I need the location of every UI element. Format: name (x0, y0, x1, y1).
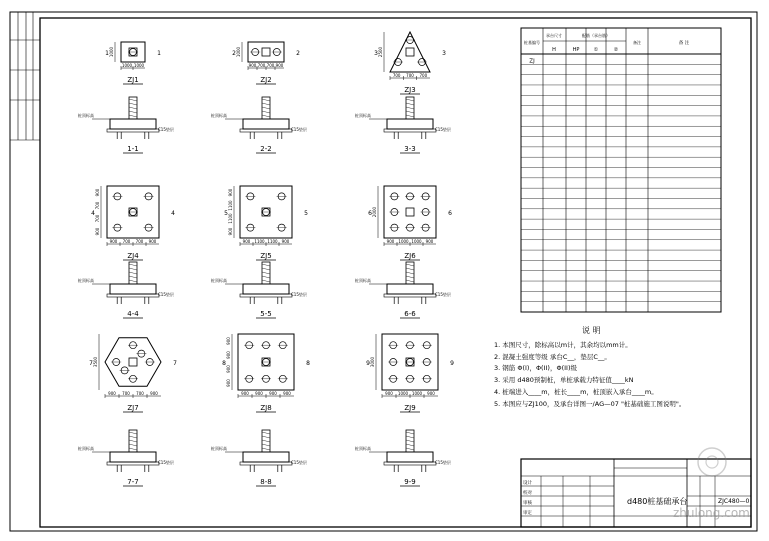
level-label: 桩顶标高 (78, 446, 94, 451)
dim-value: 900 (248, 63, 257, 68)
title-row-1: 设计 (523, 481, 532, 486)
column-hatch (262, 280, 270, 282)
footing-sections (78, 97, 451, 486)
note-line-1: 1. 本图尺寸，除标高以m计，其余均以mm计。 (494, 341, 632, 349)
footing-zj3 (374, 32, 446, 94)
section-marker-left: 3 (374, 50, 378, 57)
level-label: 桩顶标高 (211, 113, 227, 118)
dim-value: 900 (281, 239, 290, 244)
section-cap (110, 452, 156, 462)
dim-value: 900 (109, 239, 118, 244)
level-label: 桩顶标高 (355, 113, 371, 118)
dim-value: 900 (242, 239, 251, 244)
column-hatch (406, 103, 414, 105)
section-marker-left: 4 (91, 210, 95, 217)
column-hatch (406, 280, 414, 282)
column-hatch (129, 111, 137, 113)
dim-value: 900 (226, 365, 231, 373)
title-row-4: 审定 (523, 511, 532, 516)
pad-label: C15垫层 (291, 127, 307, 132)
level-label: 桩顶标高 (355, 446, 371, 451)
dim-value: 700 (419, 73, 428, 78)
section-marker-right: 9 (450, 360, 454, 367)
sheet-border (10, 12, 757, 531)
dim-value: 900 (226, 351, 231, 359)
column-hatch (406, 268, 414, 270)
section-cap (387, 284, 433, 294)
dim-value: 900 (283, 391, 291, 396)
section-label: 2-2 (260, 145, 272, 153)
section-marker-right: 8 (306, 360, 310, 367)
section-marker-left: 6 (368, 210, 372, 217)
dim-value: 900 (226, 337, 231, 345)
column-hatch (262, 432, 270, 434)
dim-value: 900 (228, 188, 233, 197)
footing-label: ZJ7 (127, 404, 139, 412)
level-label: 桩顶标高 (78, 278, 94, 283)
section-marker-left: 5 (224, 210, 228, 217)
section-marker-left: 8 (222, 360, 226, 367)
section-4-4 (78, 262, 174, 318)
column-hatch (262, 448, 270, 450)
dim-value: 900 (95, 188, 100, 197)
column-hatch (129, 276, 137, 278)
section-label: 3-3 (404, 145, 416, 153)
table-header-rebar: 配筋（承台筋） (582, 33, 610, 38)
level-label: 桩顶标高 (211, 446, 227, 451)
footing-label: ZJ9 (404, 404, 416, 412)
column-hatch (406, 432, 414, 434)
section-label: 1-1 (127, 145, 139, 153)
column-hatch (129, 268, 137, 270)
column-hatch (406, 448, 414, 450)
watermark-logo (698, 448, 726, 476)
section-6-6 (355, 262, 451, 318)
footing-zj8 (222, 334, 310, 412)
column-hatch (129, 272, 137, 274)
dim-value: 700 (266, 63, 275, 68)
column-hatch (129, 444, 137, 446)
column-hatch (406, 264, 414, 266)
dim-value: 1100 (228, 200, 233, 211)
dim-value: 2500 (378, 46, 383, 58)
column-outline (406, 48, 414, 56)
column-hatch (262, 107, 270, 109)
column-hatch (406, 99, 414, 101)
footing-label: ZJ3 (404, 86, 416, 94)
dim-value: 1000 (398, 239, 409, 244)
dim-value: 900 (386, 239, 395, 244)
dim-value: 900 (150, 391, 158, 396)
dim-value: 1100 (228, 213, 233, 224)
footing-label: ZJ6 (404, 252, 416, 260)
footing-label: ZJ1 (127, 76, 139, 84)
dim-value: 700 (95, 201, 100, 210)
section-label: 8-8 (260, 478, 272, 486)
column-hatch (406, 440, 414, 442)
level-label: 桩顶标高 (211, 278, 227, 283)
column-hatch (262, 103, 270, 105)
dim-value: 1000 (411, 391, 423, 396)
section-cap (243, 452, 289, 462)
dim-value: 900 (108, 391, 116, 396)
section-marker-left: 1 (105, 50, 109, 57)
pad-label: C15垫层 (158, 127, 174, 132)
footing-zj2 (232, 42, 300, 84)
dim-value: 900 (385, 391, 393, 396)
dim-value: 700 (392, 73, 401, 78)
footing-label: ZJ5 (260, 252, 272, 260)
column-hatch (262, 444, 270, 446)
column-hatch (406, 115, 414, 117)
column-hatch (406, 444, 414, 446)
column-hatch (262, 264, 270, 266)
dim-value: 900 (269, 391, 277, 396)
footing-zj4 (91, 186, 175, 260)
pad-label: C15垫层 (291, 292, 307, 297)
section-cap (243, 119, 289, 129)
section-label: 9-9 (404, 478, 416, 486)
section-cap (387, 452, 433, 462)
column-hatch (262, 440, 270, 442)
column-hatch (406, 436, 414, 438)
section-9-9 (355, 430, 451, 486)
dim-value: 1000 (236, 46, 241, 58)
column-hatch (129, 264, 137, 266)
column-hatch (129, 99, 137, 101)
note-line-5: 4. 桩端进入____m，桩长____m，桩顶嵌入承台____m。 (494, 388, 658, 396)
level-label: 桩顶标高 (78, 113, 94, 118)
column-hatch (262, 268, 270, 270)
column-outline (406, 208, 414, 216)
column-hatch (129, 440, 137, 442)
section-7-7 (78, 430, 174, 486)
note-line-3: 3. 钢筋 Φ(I)，Φ(II)，Φ(II)级 (494, 364, 577, 372)
footing-label: ZJ8 (260, 404, 272, 412)
dim-value: 900 (425, 239, 434, 244)
section-5-5 (211, 262, 307, 318)
column-hatch (262, 111, 270, 113)
section-2-2 (211, 97, 307, 153)
dim-value: 900 (95, 227, 100, 236)
pad-label: C15垫层 (435, 127, 451, 132)
dim-value: 700 (135, 239, 144, 244)
pad-label: C15垫层 (158, 292, 174, 297)
section-3-3 (355, 97, 451, 153)
section-label: 5-5 (260, 310, 272, 318)
binding-strip (10, 12, 40, 140)
notes-title: 说 明 (582, 326, 601, 335)
pile-schedule-table (521, 28, 721, 312)
dim-value: 3000 (370, 356, 375, 368)
column-hatch (406, 107, 414, 109)
dim-value: 700 (95, 214, 100, 223)
column-hatch (406, 276, 414, 278)
level-label: 桩顶标高 (355, 278, 371, 283)
dim-value: 700 (136, 391, 144, 396)
column-hatch (262, 436, 270, 438)
section-marker-right: 7 (173, 360, 177, 367)
dim-value: 1000 (397, 391, 409, 396)
section-marker-left: 9 (366, 360, 370, 367)
dim-value: 900 (275, 63, 284, 68)
dim-value: 2000 (372, 206, 377, 218)
watermark-text: zhulong.com (673, 506, 750, 520)
footing-zj6 (368, 186, 452, 260)
note-line-4: 3. 采用 d480预制桩，单桩承载力特征值____kN (494, 376, 634, 384)
table-subheader: HP (572, 47, 580, 53)
section-marker-right: 6 (448, 210, 452, 217)
pad-label: C15垫层 (291, 460, 307, 465)
title-row-2: 校对 (523, 491, 532, 496)
dim-value: 1000 (411, 239, 422, 244)
section-marker-right: 2 (296, 50, 300, 57)
section-marker-left: 7 (89, 360, 93, 367)
footing-zj1 (105, 42, 161, 84)
dim-value: 900 (427, 391, 435, 396)
section-label: 6-6 (404, 310, 416, 318)
dim-value: 900 (228, 227, 233, 236)
table-first-row-id: ZJ (529, 58, 535, 65)
footing-outline (390, 32, 430, 72)
drawing-frame (40, 18, 751, 527)
dim-value: 1000 (133, 63, 145, 68)
column-hatch (129, 107, 137, 109)
section-marker-right: 4 (171, 210, 175, 217)
section-cap (243, 284, 289, 294)
section-marker-right: 1 (157, 50, 161, 57)
column-hatch (129, 448, 137, 450)
column-hatch (406, 272, 414, 274)
footing-zj9 (366, 334, 454, 412)
table-header-size: 承台尺寸 (546, 33, 562, 38)
table-header-id: 桩基编号 (524, 40, 540, 45)
footing-label: ZJ4 (127, 252, 139, 260)
dim-value: 900 (255, 391, 263, 396)
footing-zj5 (224, 186, 308, 260)
note-line-6: 5. 本图应与ZJ100，及承台详图一/AG—07 "桩基础施工图说明"。 (494, 400, 686, 408)
drawing-title: d480桩基础承台 (627, 497, 688, 506)
section-marker-left: 2 (232, 50, 236, 57)
dim-value: 700 (406, 73, 414, 78)
column-hatch (129, 115, 137, 117)
column-hatch (262, 115, 270, 117)
dim-value: 700 (122, 239, 131, 244)
drawing-number: ZJC480—0 (718, 498, 750, 505)
table-subheader: ② (613, 47, 619, 53)
column-hatch (129, 436, 137, 438)
table-header-remark: 备注 (633, 40, 641, 45)
dim-value: 700 (257, 63, 266, 68)
column-hatch (406, 111, 414, 113)
section-marker-right: 5 (304, 210, 308, 217)
column-hatch (262, 99, 270, 101)
dim-value: 900 (226, 379, 231, 387)
column-outline (262, 48, 270, 56)
dim-value: 900 (241, 391, 249, 396)
column-hatch (129, 432, 137, 434)
dim-value: 1000 (121, 63, 133, 68)
dim-value: 1100 (254, 239, 265, 244)
column-hatch (129, 280, 137, 282)
section-cap (387, 119, 433, 129)
pad-label: C15垫层 (435, 460, 451, 465)
table-subheader: ① (593, 47, 599, 53)
dim-value: 700 (122, 391, 130, 396)
footing-label: ZJ2 (260, 76, 272, 84)
section-marker-right: 3 (442, 50, 446, 57)
title-row-3: 审核 (523, 501, 532, 506)
dim-value: 3500 (93, 356, 98, 368)
dim-value: 1000 (109, 46, 114, 58)
dim-value: 1100 (267, 239, 278, 244)
pad-label: C15垫层 (158, 460, 174, 465)
section-label: 4-4 (127, 310, 139, 318)
column-outline (129, 358, 137, 366)
footing-plans (89, 32, 454, 412)
footing-zj7 (89, 334, 177, 412)
pad-label: C15垫层 (435, 292, 451, 297)
section-cap (110, 284, 156, 294)
section-8-8 (211, 430, 307, 486)
dim-value: 900 (148, 239, 157, 244)
table-subheader: H (552, 47, 556, 53)
section-1-1 (78, 97, 174, 153)
section-label: 7-7 (127, 478, 139, 486)
column-hatch (129, 103, 137, 105)
column-hatch (262, 276, 270, 278)
column-hatch (262, 272, 270, 274)
note-line-2: 2. 混凝土强度等级 承台C__，垫层C__。 (494, 353, 611, 361)
section-cap (110, 119, 156, 129)
table-header-notes: 备 注 (678, 41, 690, 46)
